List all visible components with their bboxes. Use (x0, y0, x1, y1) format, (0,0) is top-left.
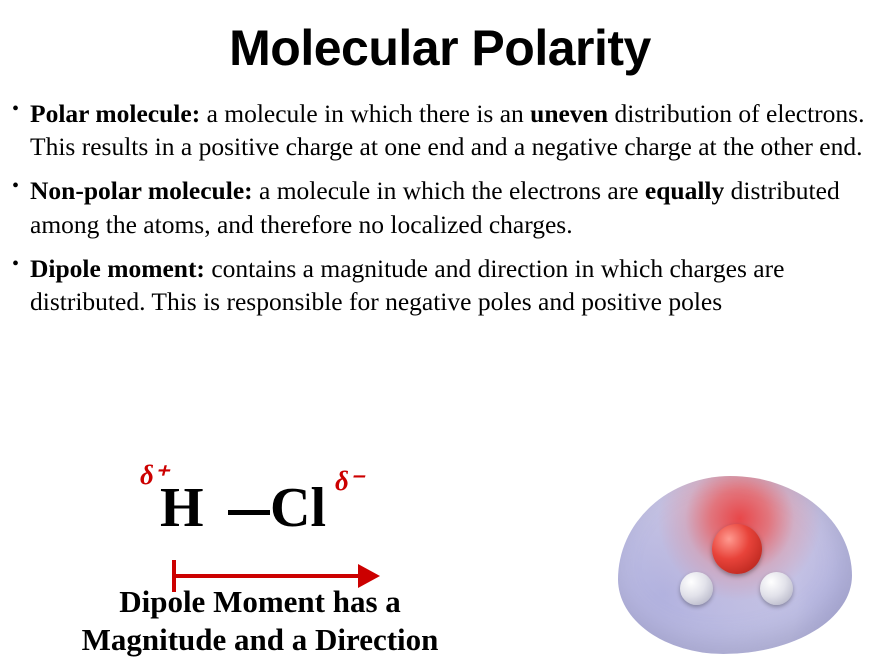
bullet-emphasis: equally (644, 176, 725, 206)
caption-line-1: Dipole Moment has a (119, 584, 401, 619)
bullet-text-1: a molecule in which the electrons are (252, 176, 645, 206)
bullet-emphasis: uneven (530, 98, 609, 128)
bullet-term: Dipole moment: (30, 254, 205, 284)
delta-minus-label: δ⁻ (335, 466, 364, 496)
bond-line (228, 510, 270, 515)
list-item (10, 174, 866, 241)
atom-chlorine-label: Cl (270, 477, 326, 539)
atom-hydrogen-label: H (160, 477, 204, 539)
arrow-line (172, 574, 366, 578)
bullet-text-1: contains a magnitude and direction in which charges are distributed. This is responsible for negative poles and positive poles (30, 254, 785, 317)
bullet-text-2: distributed among the atoms, and therefore no localized charges. (30, 176, 840, 239)
caption-line-2: Magnitude and a Direction (81, 621, 439, 657)
hydrogen-atom-icon-right (760, 572, 793, 605)
delta-plus-label: δ⁺ (140, 460, 169, 490)
figure-caption (20, 583, 500, 659)
bullet-term: Polar molecule: (30, 98, 201, 128)
water-molecule-image (610, 468, 860, 663)
oxygen-atom-icon (712, 524, 762, 574)
page-title: Molecular Polarity (229, 20, 651, 76)
list-item (10, 252, 866, 319)
list-item (10, 97, 866, 164)
hcl-dipole-diagram (130, 448, 490, 558)
hydrogen-atom-icon-left (680, 572, 713, 605)
bullet-text-2: distribution of electrons. This results in a positive charge at one end and a negative charge at the other end. (30, 98, 865, 161)
bullet-list (10, 97, 866, 319)
bullet-term: Non-polar molecule: (30, 176, 253, 206)
slide (0, 10, 880, 670)
figure-area (0, 428, 880, 670)
bullet-text-1: a molecule in which there is an (200, 98, 531, 128)
